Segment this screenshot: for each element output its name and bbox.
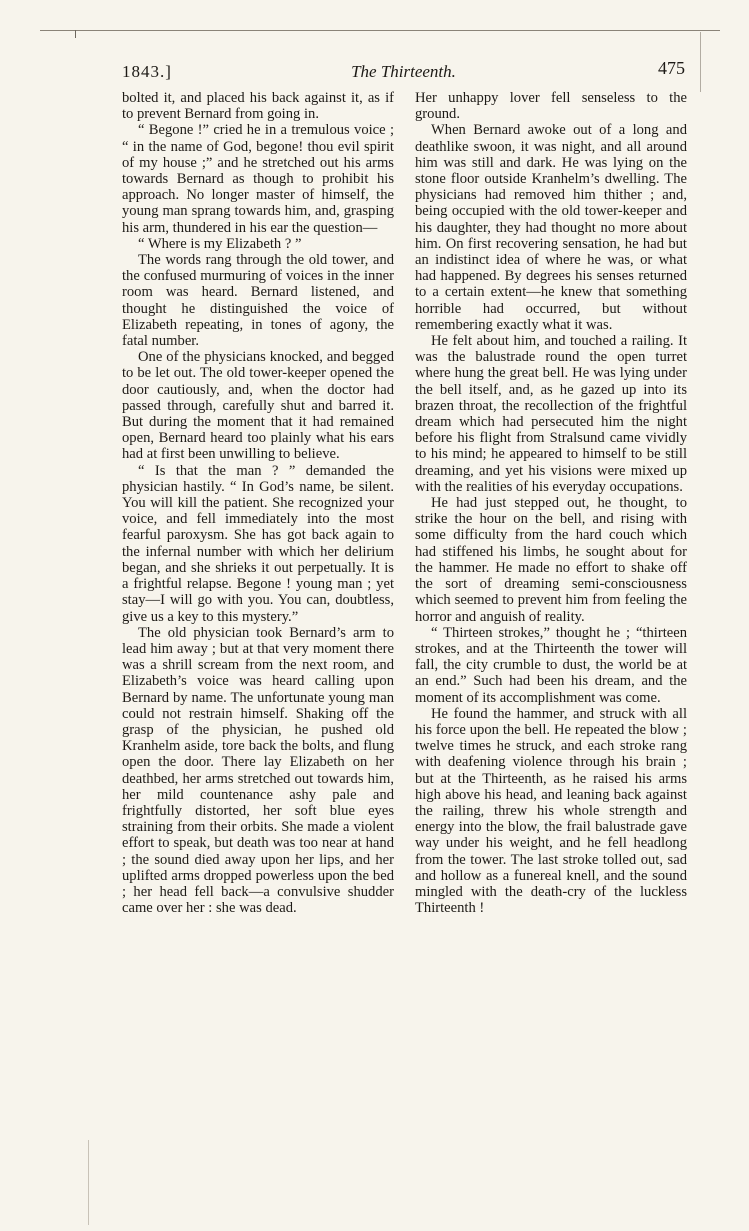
top-rule-tick	[75, 30, 76, 38]
paragraph: “ Thirteen strokes,” thought he ; “thirteen strokes, and at the Thirteenth the tower will fall, the city crumble to dust, the world be at an end.” Such had been his dream, and the moment of its accomplishment was come.	[415, 624, 687, 706]
top-rule	[40, 30, 720, 31]
paragraph: bolted it, and placed his back against it, as if to prevent Bernard from going in.	[122, 90, 394, 123]
running-header	[122, 58, 685, 82]
paragraph: He had just stepped out, he thought, to strike the hour on the bell, and rising with some difficulty from the hard couch which had stiffened his limbs, he sought about for the hammer. He made no effort to shake off the sort of dreaming semi-consciousness which seemed to prevent him from feeling the horror and anguish of reality.	[415, 495, 687, 625]
right-edge-mark	[700, 32, 701, 92]
left-column	[122, 90, 394, 916]
paragraph: When Bernard awoke out of a long and deathlike swoon, it was night, and all around him was still and dark. He was lying on the stone floor outside Kranhelm’s dwelling. The physicians had removed him thither ; and, being occupied with the old tower-keeper and his daughter, they had thought no more about him. On first recovering sensation, he had but an indistinct idea of where he was, or what had happened. By degrees his senses returned to a certain extent—he knew that something horrible had occurred, but without remembering exactly what it was.	[415, 122, 687, 333]
paragraph: Her unhappy lover fell senseless to the ground.	[415, 90, 687, 123]
paragraph: The old physician took Bernard’s arm to lead him away ; but at that very moment there was a shrill scream from the next room, and Elizabeth’s voice was heard calling upon Bernard by name. The unfortunate young man could not restrain himself. Shaking off the grasp of the physician, he pushed old Kranhelm aside, tore back the bolts, and flung open the door. There lay Elizabeth on her deathbed, her arms stretched out towards him, her mild countenance ashy pale and frightfully distorted, her soft blue eyes straining from their orbits. She made a violent effort to speak, but death was too near at hand ; the sound died away upon her lips, and her uplifted arms dropped powerless upon the bed ; her head fell back—a convulsive shudder came over her : she was dead.	[122, 624, 394, 917]
paragraph: “ Begone !” cried he in a tremulous voice ; “ in the name of God, begone! thou evil spirit of my house ;” and he stretched out his arms towards Bernard as though to prohibit his approach. No longer master of himself, the young man sprang towards him, and, grasping his arm, thundered in his ear the question—	[122, 122, 394, 236]
paragraph: He found the hammer, and struck with all his force upon the bell. He repeated the blow ; twelve times he struck, and each stroke rang with deafening violence through his brain ; but at the Thirteenth, as he raised his arms high above his head, and leaning back against the railing, threw his whole strength and energy into the blow, the frail balustrade gave way under his weight, and he fell headlong from the tower. The last stroke tolled out, sad and hollow as a funereal knell, and the sound mingled with the death-cry of the luckless Thirteenth !	[415, 705, 687, 917]
running-title: The Thirteenth.	[351, 62, 456, 81]
paragraph: One of the physicians knocked, and begged to be let out. The old tower-keeper opened the door cautiously, and, when the doctor had passed through, carefully shut and barred it. But during the moment that it had remained open, Bernard heard too plainly what his ears had at first been unwilling to believe.	[122, 349, 394, 463]
paragraph: “ Is that the man ? ” demanded the physician hastily. “ In God’s name, be silent. You will kill the patient. She recognized your voice, and fell immediately into the most fearful paroxysm. She has got back again to the infernal number with which her delirium began, and she shrieks it out perpetually. It is a frightful relapse. Begone ! young man ; yet stay—I will go with you. You can, doubtless, give us a key to this mystery.”	[122, 462, 394, 625]
page-number: 475	[658, 58, 685, 78]
paragraph: “ Where is my Elizabeth ? ”	[138, 235, 302, 252]
margin-line	[88, 1140, 89, 1225]
header-year: 1843.]	[122, 62, 172, 81]
paragraph: He felt about him, and touched a railing. It was the balustrade round the open turret where hung the great bell. He was lying under the bell itself, and, as he gazed up into its brazen throat, the recollection of the frightful dream which had persecuted him the night before his flight from Stralsund came vividly to his mind; he appeared to himself to be still dreaming, and yet his visions were mixed up with the realities of his everyday occupations.	[415, 333, 687, 495]
paragraph: The words rang through the old tower, and the confused murmuring of voices in the inner room was heard. Bernard listened, and thought he distinguished the voice of Elizabeth repeating, in tones of agony, the fatal number.	[122, 252, 394, 350]
right-column	[415, 90, 687, 916]
